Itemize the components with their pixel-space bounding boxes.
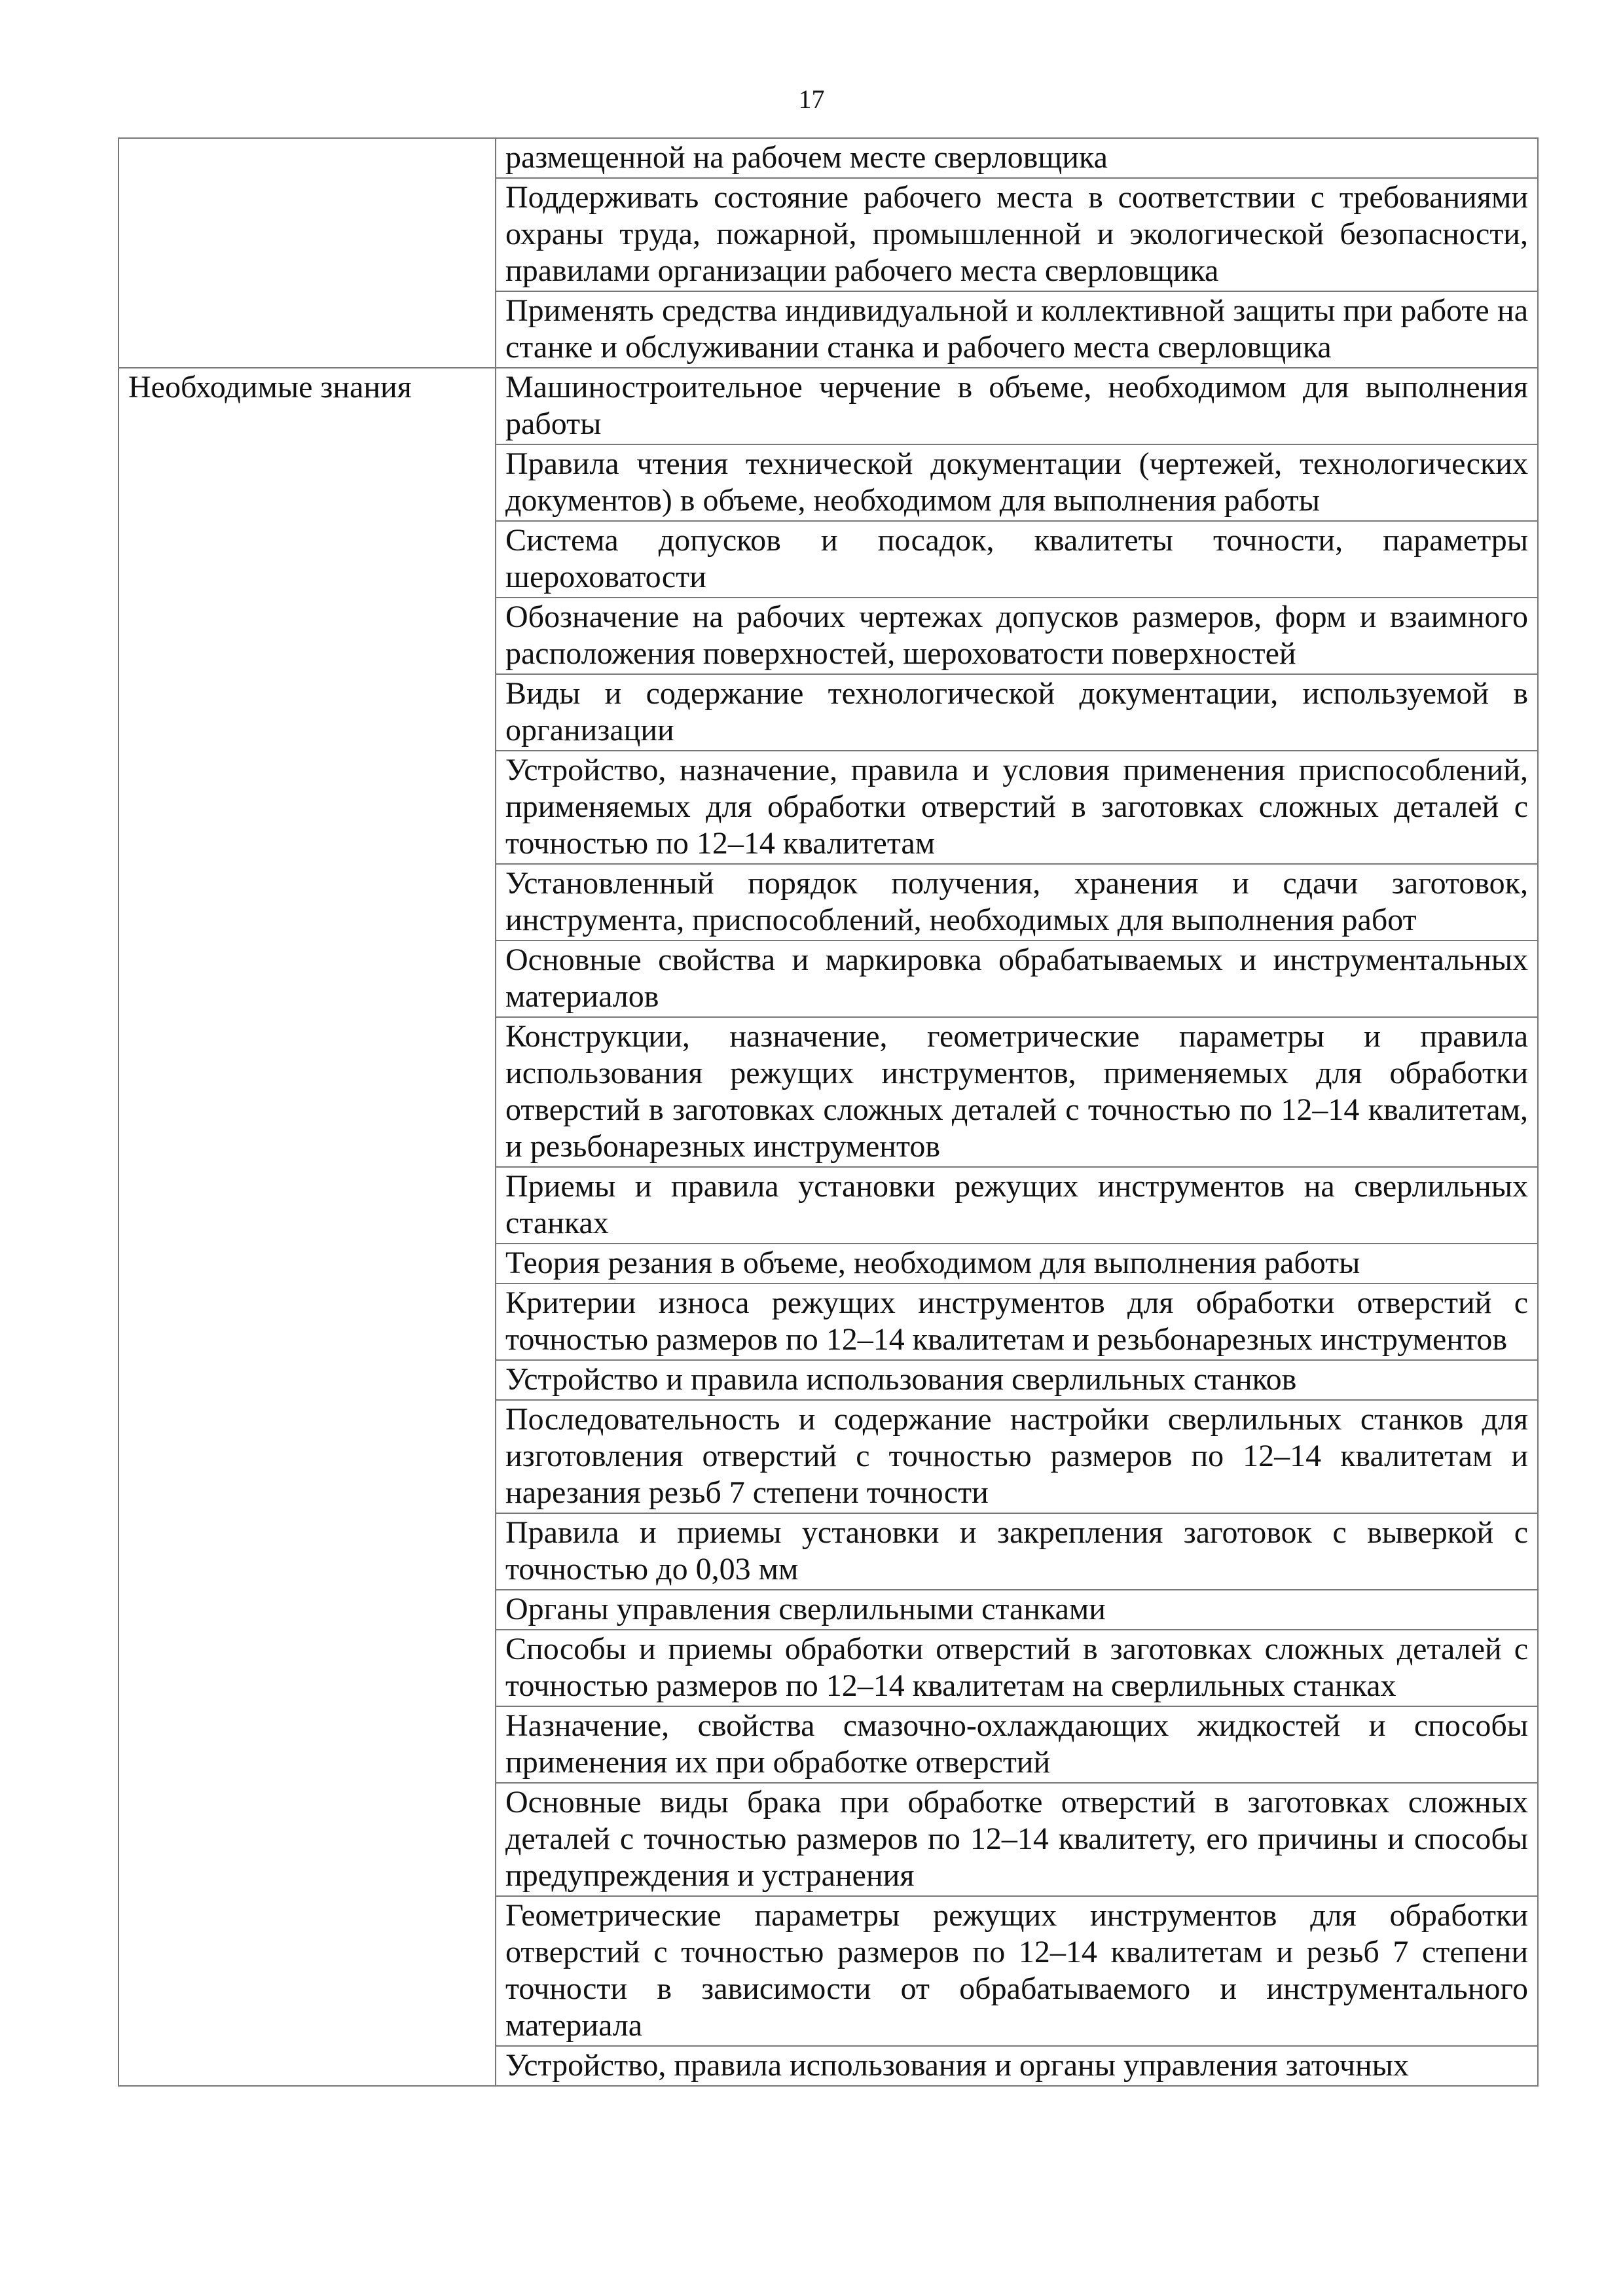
table-cell: Теория резания в объеме, необходимом для выполнения работы <box>496 1244 1538 1283</box>
table-cell: Назначение, свойства смазочно-охлаждающих жидкостей и способы применения их при обработке отверстий <box>496 1706 1538 1783</box>
table-cell: Основные свойства и маркировка обрабатываемых и инструментальных материалов <box>496 941 1538 1017</box>
table-cell: Устройство, назначение, правила и условия применения приспособлений, применяемых для обработки отверстий в заготовках сложных деталей с точностью по 12–14 квалитетам <box>496 751 1538 864</box>
section-label-knowledge: Необходимые знания <box>119 368 496 2086</box>
table-cell: Геометрические параметры режущих инструментов для обработки отверстий с точностью размеров по 12–14 квалитетам и резьб 7 степени точности в зависимости от обрабатываемого и инструментального материала <box>496 1896 1538 2046</box>
table-cell: размещенной на рабочем месте сверловщика <box>496 138 1538 178</box>
table-cell: Установленный порядок получения, хранения и сдачи заготовок, инструмента, приспособлений, необходимых для выполнения работ <box>496 864 1538 941</box>
section-label-empty <box>119 138 496 368</box>
table-cell: Применять средства индивидуальной и коллективной защиты при работе на станке и обслуживании станка и рабочего места сверловщика <box>496 291 1538 368</box>
table-cell: Обозначение на рабочих чертежах допусков размеров, форм и взаимного расположения поверхностей, шероховатости поверхностей <box>496 598 1538 674</box>
table-cell: Устройство, правила использования и органы управления заточных <box>496 2046 1538 2086</box>
table-cell: Органы управления сверлильными станками <box>496 1590 1538 1630</box>
table-row <box>119 368 1538 444</box>
table-cell: Правила чтения технической документации (чертежей, технологических документов) в объеме, необходимом для выполнения работы <box>496 444 1538 521</box>
table-cell: Конструкции, назначение, геометрические параметры и правила использования режущих инструментов, применяемых для обработки отверстий в заготовках сложных деталей с точностью по 12–14 квалитетам, и резьбонарезных инструментов <box>496 1017 1538 1167</box>
table-cell: Последовательность и содержание настройки сверлильных станков для изготовления отверстий с точностью размеров по 12–14 квалитетам и нарезания резьб 7 степени точности <box>496 1400 1538 1513</box>
table-cell: Приемы и правила установки режущих инструментов на сверлильных станках <box>496 1167 1538 1244</box>
table-cell: Виды и содержание технологической документации, используемой в организации <box>496 674 1538 751</box>
table-cell: Устройство и правила использования сверлильных станков <box>496 1360 1538 1400</box>
page-number: 17 <box>798 84 825 114</box>
table-cell: Правила и приемы установки и закрепления заготовок с выверкой с точностью до 0,03 мм <box>496 1513 1538 1590</box>
table-cell: Основные виды брака при обработке отверстий в заготовках сложных деталей с точностью размеров по 12–14 квалитету, его причины и способы предупреждения и устранения <box>496 1783 1538 1896</box>
table-cell: Поддерживать состояние рабочего места в соответствии с требованиями охраны труда, пожарной, промышленной и экологической безопасности, правилами организации рабочего места сверловщика <box>496 178 1538 291</box>
table-cell: Машиностроительное черчение в объеме, необходимом для выполнения работы <box>496 368 1538 444</box>
table-cell: Способы и приемы обработки отверстий в заготовках сложных деталей с точностью размеров по 12–14 квалитетам на сверлильных станках <box>496 1630 1538 1706</box>
table-cell: Критерии износа режущих инструментов для обработки отверстий с точностью размеров по 12–14 квалитетам и резьбонарезных инструментов <box>496 1283 1538 1360</box>
table-cell: Система допусков и посадок, квалитеты точности, параметры шероховатости <box>496 521 1538 598</box>
requirements-table <box>118 137 1539 2087</box>
table-row <box>119 138 1538 178</box>
